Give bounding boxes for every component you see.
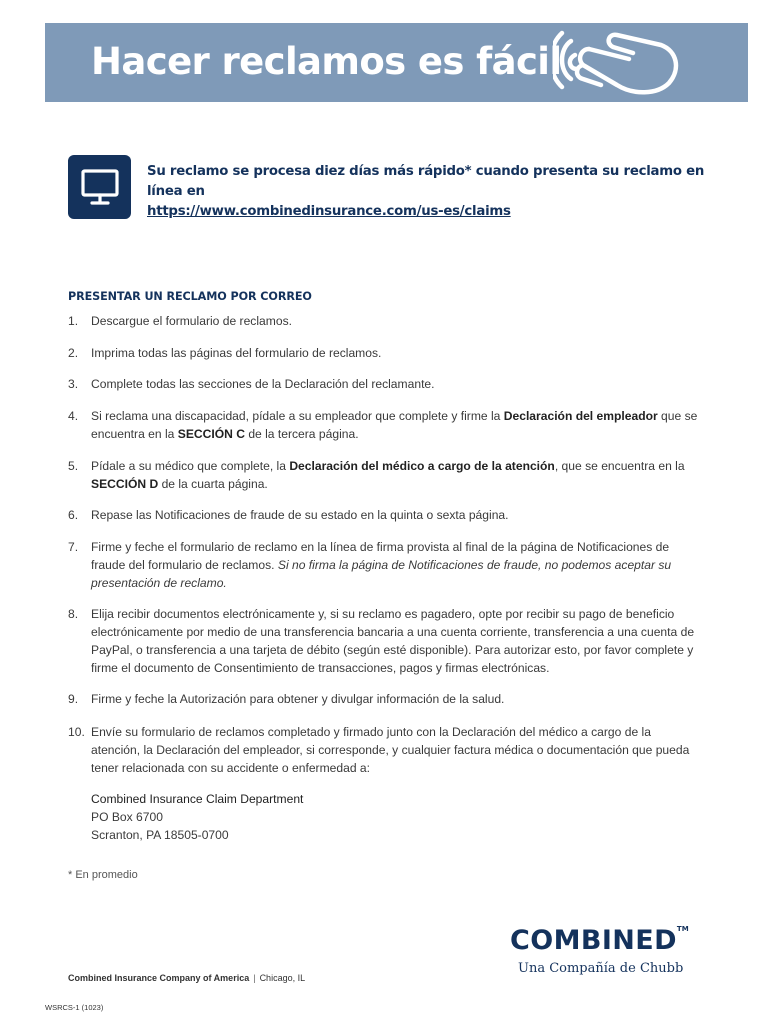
step-number: 3. [68, 377, 79, 391]
step-number: 5. [68, 459, 79, 473]
step-text-run: , que se encuentra en la [554, 459, 685, 473]
step-emphasis: Declaración del médico a cargo de la atención [289, 459, 555, 473]
trademark-mark: TM [676, 925, 689, 933]
step-text [91, 407, 703, 443]
step-text-run: Repase las Notificaciones de fraude de su estado en la quinta o sexta página. [91, 508, 509, 522]
online-claim-note [147, 162, 737, 222]
online-claim-text: Su reclamo se procesa diez días más rápido* cuando presenta su reclamo en línea en [147, 164, 705, 199]
step-number: 10. [68, 725, 85, 739]
footer-company-line [68, 973, 305, 983]
company-name: Combined Insurance Company of America [68, 973, 250, 983]
step-text-run: de la cuarta página. [158, 477, 268, 491]
step-text-run: Imprima todas las páginas del formulario de reclamos. [91, 346, 382, 360]
step-emphasis: SECCIÓN D [91, 477, 159, 491]
monitor-tile [68, 155, 131, 219]
step-number: 4. [68, 409, 79, 423]
step-text [91, 506, 703, 524]
form-code: WSRCS-1 (1023) [45, 1003, 104, 1012]
address-department: Combined Insurance Claim Department [91, 792, 304, 806]
step-text-run: Si reclama una discapacidad, pídale a su empleador que complete y firme la [91, 409, 504, 423]
step-text-run: Elija recibir documentos electrónicamente y, si su reclamo es pagadero, opte por recibir su pago de beneficio electrónicamente por medio de una transferencia bancaria a una cuenta corriente, transferencia a una cuenta de PayPal, o transferencia a una tarjeta de débito (según esté disponible). Para autorizar esto, por favor complete y firme el documento de Consentimiento de transacciones, pagos y firmas electrónicas. [91, 607, 695, 675]
step-number: 1. [68, 314, 79, 328]
step-text-run: Envíe su formulario de reclamos completado y firmado junto con la Declaración del médico a cargo de la atención, la Declaración del empleador, si corresponde, y cualquier factura médica o documentación que pueda tener relacionada con su accidente o enfermedad a: [91, 725, 690, 775]
step-text-run: Complete todas las secciones de la Declaración del reclamante. [91, 377, 435, 391]
logo-subtitle: Una Compañía de Chubb [518, 961, 684, 976]
hand-tap-icon [553, 29, 688, 101]
step-number: 6. [68, 508, 79, 522]
step-number: 8. [68, 607, 79, 621]
step-text [91, 312, 703, 330]
company-location: Chicago, IL [259, 973, 306, 983]
monitor-icon [80, 169, 120, 207]
address-line-2: Scranton, PA 18505-0700 [91, 828, 229, 842]
step-text-run: Firme y feche el formulario de reclamo en la línea de firma provista al final de la página de Notificaciones de fraude del formulario de reclamos. [91, 540, 670, 572]
step-text [91, 538, 703, 592]
step-text [91, 690, 703, 708]
footnote: * En promedio [68, 869, 138, 881]
header-banner [45, 23, 748, 102]
address-line-1: PO Box 6700 [91, 810, 163, 824]
combined-logo [510, 925, 689, 956]
step-text-run: Pídale a su médico que complete, la [91, 459, 290, 473]
step-text [91, 605, 703, 677]
section-heading: PRESENTAR UN RECLAMO POR CORREO [68, 290, 312, 303]
step-emphasis: SECCIÓN C [177, 427, 245, 441]
step-text [91, 344, 703, 362]
logo-word: COMBINED [510, 925, 677, 956]
footer-separator: | [253, 973, 256, 983]
step-text-run: que se encuentra en la [91, 409, 698, 441]
step-text-run: de la tercera página. [244, 427, 359, 441]
claims-link[interactable]: https://www.combinedinsurance.com/us-es/claims [147, 204, 511, 219]
page-title: Hacer reclamos es fácil [91, 40, 562, 83]
mailing-address [91, 790, 303, 844]
step-number: 7. [68, 540, 79, 554]
step-text-run: Firme y feche la Autorización para obtener y divulgar información de la salud. [91, 692, 505, 706]
step-number: 2. [68, 346, 79, 360]
step-number: 9. [68, 692, 79, 706]
step-note: Si no firma la página de Notificaciones de fraude, no podemos aceptar su presentación de reclamo. [91, 558, 672, 590]
step-text [91, 457, 703, 493]
step-text [91, 723, 703, 777]
step-emphasis: Declaración del empleador [503, 409, 658, 423]
step-text [91, 375, 703, 393]
step-text-run: Descargue el formulario de reclamos. [91, 314, 292, 328]
